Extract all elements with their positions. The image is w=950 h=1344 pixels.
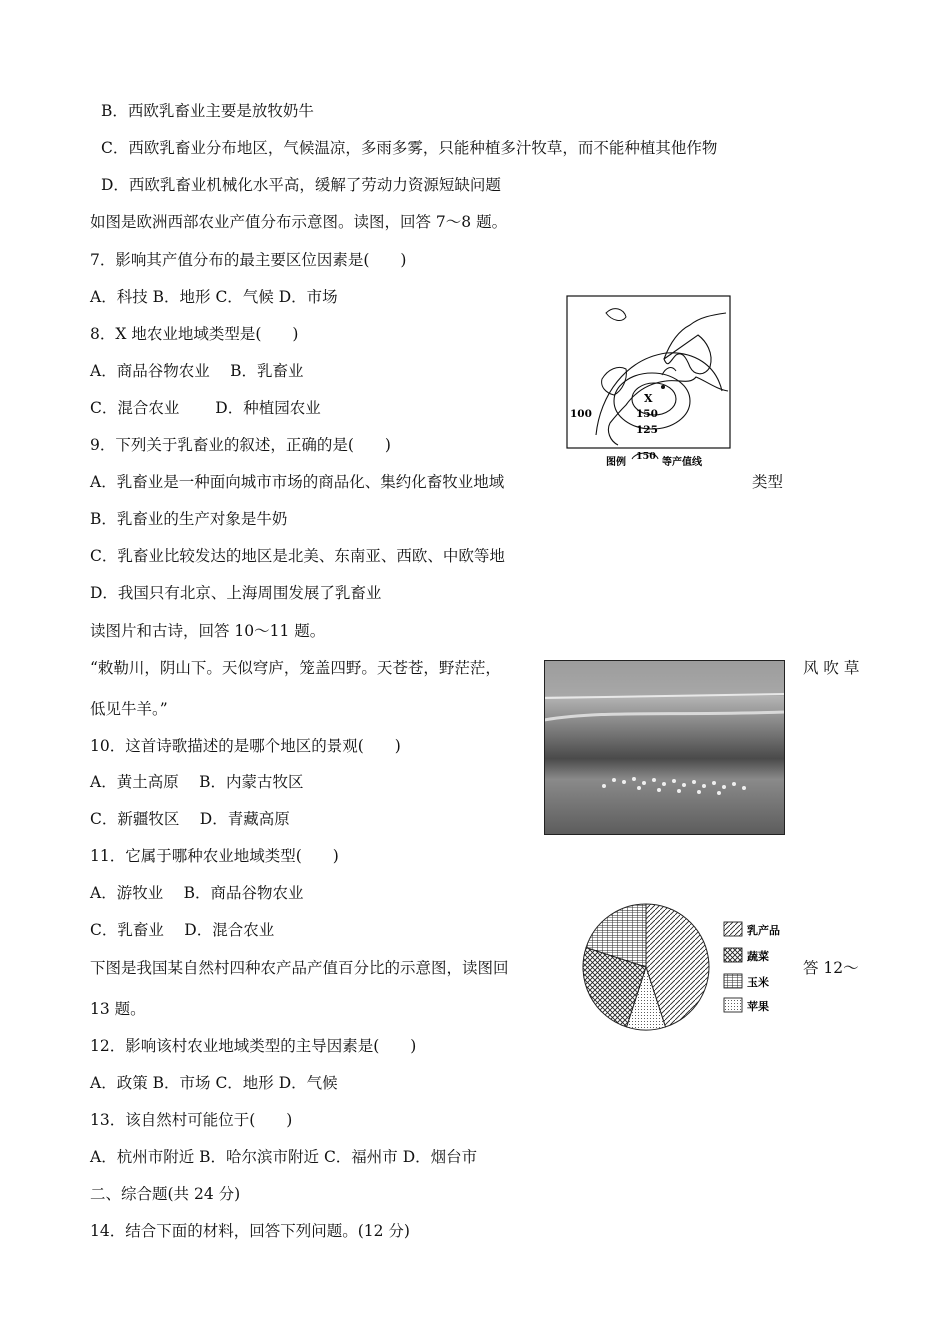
intro-12-13: 下图是我国某自然村四种农产品产值百分比的示意图，读图回 bbox=[90, 959, 509, 977]
question-9: 9．下列关于乳畜业的叙述，正确的是( ) bbox=[90, 436, 391, 454]
legend-label-apple: 苹果 bbox=[747, 1000, 769, 1013]
poem-line-1: “敕勒川，阴山下。天似穹庐，笼盖四野。天苍苍，野茫茫， bbox=[90, 659, 501, 677]
x-label: X bbox=[644, 392, 653, 405]
option-b: B．西欧乳畜业主要是放牧奶牛 bbox=[101, 102, 314, 120]
poem-line-1-tail: 风 吹 草 bbox=[803, 659, 860, 677]
question-9-option-b: B．乳畜业的生产对象是牛奶 bbox=[90, 510, 288, 528]
intro-12-13-tail: 答 12～ bbox=[803, 959, 859, 977]
europe-map-figure bbox=[566, 295, 732, 473]
intro-7-8: 如图是欧洲西部农业产值分布示意图。读图，回答 7～8 题。 bbox=[90, 213, 508, 231]
question-9-option-d: D．我国只有北京、上海周围发展了乳畜业 bbox=[90, 584, 382, 602]
question-9-option-c: C．乳畜业比较发达的地区是北美、东南亚、西欧、中欧等地 bbox=[90, 547, 505, 565]
option-c: C．西欧乳畜业分布地区，气候温凉，多雨多雾，只能种植多汁牧草，而不能种植其他作物 bbox=[101, 139, 718, 157]
grassland-photo-svg bbox=[544, 660, 785, 835]
option-d: D．西欧乳畜业机械化水平高，缓解了劳动力资源短缺问题 bbox=[101, 176, 501, 194]
legend-label-dairy: 乳产品 bbox=[747, 924, 780, 937]
legend-swatch-vegetable bbox=[724, 948, 742, 962]
intro-12-13-end: 13 题。 bbox=[90, 1000, 146, 1018]
section-2-heading: 二、综合题(共 24 分) bbox=[90, 1185, 241, 1203]
pie-legend bbox=[724, 922, 780, 1013]
question-10-options-cd: C．新疆牧区 D．青藏高原 bbox=[90, 810, 290, 828]
question-7: 7．影响其产值分布的最主要区位因素是( ) bbox=[90, 251, 407, 269]
question-11-options-cd: C．乳畜业 D．混合农业 bbox=[90, 921, 275, 939]
contour-label-100: 100 bbox=[570, 408, 592, 420]
legend-swatch-apple bbox=[724, 998, 742, 1012]
legend-label-vegetable: 蔬菜 bbox=[747, 950, 769, 963]
question-10-options-ab: A．黄土高原 B．内蒙古牧区 bbox=[90, 773, 304, 791]
question-8: 8．X 地农业地域类型是( ) bbox=[90, 325, 299, 343]
question-14: 14．结合下面的材料，回答下列问题。(12 分) bbox=[90, 1222, 410, 1240]
poem-line-2: 低见牛羊。” bbox=[90, 700, 168, 718]
pie-chart-svg bbox=[580, 900, 790, 1035]
question-8-options-cd: C．混合农业 D．种植园农业 bbox=[90, 399, 321, 417]
question-9-option-a-tail: 类型 bbox=[752, 473, 784, 491]
question-13-options: A．杭州市附近 B．哈尔滨市附近 C．福州市 D．烟台市 bbox=[90, 1148, 478, 1166]
question-10: 10．这首诗歌描述的是哪个地区的景观( ) bbox=[90, 737, 401, 755]
question-12-options: A．政策 B．市场 C．地形 D．气候 bbox=[90, 1074, 338, 1092]
question-13: 13．该自然村可能位于( ) bbox=[90, 1111, 293, 1129]
legend-value: 150 bbox=[636, 451, 656, 462]
pie-chart-figure bbox=[580, 900, 790, 1035]
contour-label-150: 150 bbox=[636, 408, 658, 420]
x-point bbox=[661, 385, 665, 389]
legend-swatch-dairy bbox=[724, 922, 742, 936]
intro-10-11: 读图片和古诗，回答 10～11 题。 bbox=[90, 622, 326, 640]
europe-map-svg bbox=[566, 295, 732, 473]
question-9-option-a: A．乳畜业是一种面向城市市场的商品化、集约化畜牧业地域 bbox=[90, 473, 505, 491]
legend-text: 等产值线 bbox=[662, 457, 702, 468]
grassland-photo bbox=[544, 660, 785, 835]
pie-slices bbox=[583, 904, 709, 1030]
legend-prefix: 图例 bbox=[606, 457, 626, 468]
question-11-options-ab: A．游牧业 B．商品谷物农业 bbox=[90, 884, 304, 902]
question-11: 11．它属于哪种农业地域类型( ) bbox=[90, 847, 339, 865]
contour-label-125: 125 bbox=[636, 424, 658, 436]
question-7-options: A．科技 B．地形 C．气候 D．市场 bbox=[90, 288, 338, 306]
legend-label-corn: 玉米 bbox=[747, 976, 769, 989]
question-8-options-ab: A．商品谷物农业 B．乳畜业 bbox=[90, 362, 304, 380]
legend-swatch-corn bbox=[724, 974, 742, 988]
question-12: 12．影响该村农业地域类型的主导因素是( ) bbox=[90, 1037, 417, 1055]
